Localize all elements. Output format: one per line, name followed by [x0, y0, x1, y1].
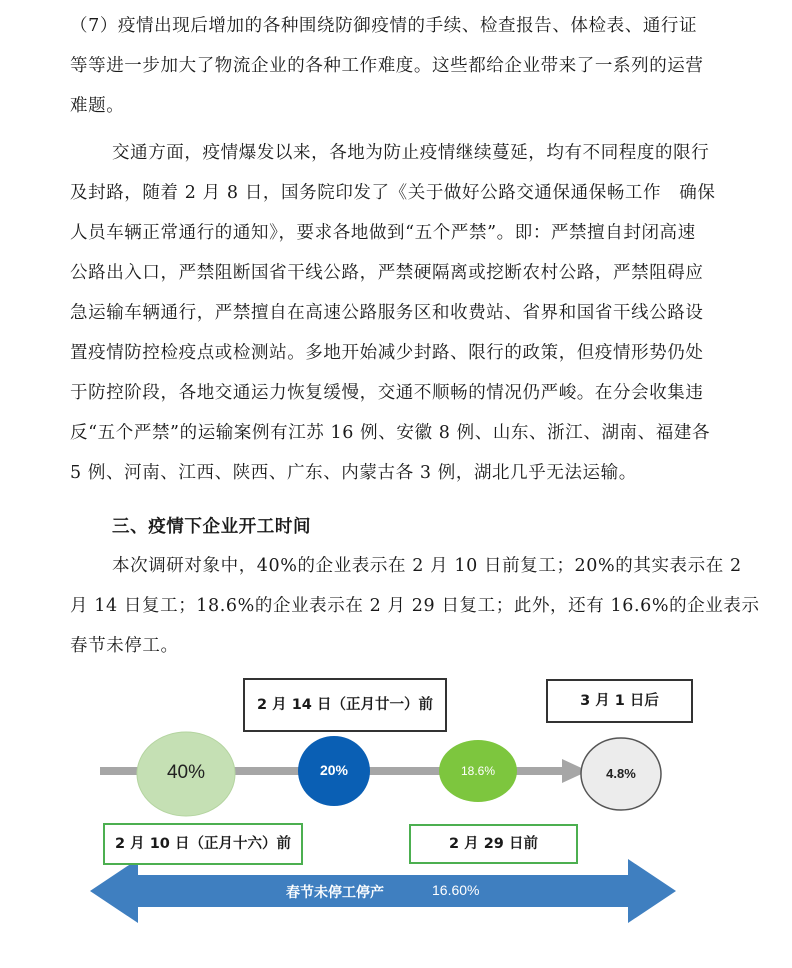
arrow-value: 16.60% — [432, 882, 480, 898]
paragraph-line: 急运输车辆通行，严禁擅自在高速公路服务区和收费站、省界和国省干线公路设 — [70, 303, 704, 323]
timeline-diagram — [0, 670, 792, 968]
box-mar1: 3 月 1 日后 — [546, 679, 693, 723]
paragraph-line: 反“五个严禁”的运输案例有江苏 16 例、安徽 8 例、山东、浙江、湖南、福建各 — [70, 423, 711, 443]
circle-20-label: 20% — [319, 762, 349, 778]
paragraph-line: （7）疫情出现后增加的各种围绕防御疫情的手续、检查报告、体检表、通行证 — [70, 16, 698, 36]
paragraph-line: 月 14 日复工；18.6%的企业表示在 2 月 29 日复工；此外，还有 16.6%的企业表示 — [70, 596, 760, 616]
paragraph-line: 置疫情防控检疫点或检测站。多地开始减少封路、限行的政策，但疫情形势仍处 — [70, 343, 704, 363]
box-feb29: 2 月 29 日前 — [409, 824, 578, 864]
paragraph-line: 人员车辆正常通行的通知》，要求各地做到“五个严禁”。即：严禁擅自封闭高速 — [70, 223, 696, 243]
circle-40-label: 40% — [166, 762, 206, 783]
paragraph-line: 本次调研对象中，40%的企业表示在 2 月 10 日前复工；20%的其实表示在 2 — [112, 556, 742, 576]
paragraph-line: 及封路，随着 2 月 8 日，国务院印发了《关于做好公路交通保通保畅工作 确保 — [70, 183, 716, 203]
paragraph-line: 于防控阶段，各地交通运力恢复缓慢，交通不顺畅的情况仍严峻。在分会收集违 — [70, 383, 704, 403]
circle-186-label: 18.6% — [460, 764, 496, 778]
paragraph-line: 公路出入口，严禁阻断国省干线公路，严禁硬隔离或挖断农村公路，严禁阻碍应 — [70, 263, 704, 283]
paragraph-line: 等等进一步加大了物流企业的各种工作难度。这些都给企业带来了一系列的运营 — [70, 56, 704, 76]
paragraph-line: 春节未停工。 — [70, 636, 179, 656]
box-feb10: 2 月 10 日（正月十六）前 — [103, 823, 303, 865]
section-heading: 三、疫情下企业开工时间 — [112, 517, 312, 537]
arrow-label: 春节未停工停产 — [286, 885, 384, 901]
circle-48-label: 4.8% — [606, 766, 636, 781]
box-feb14: 2 月 14 日（正月廿一）前 — [243, 678, 447, 732]
paragraph-line: 5 例、河南、江西、陕西、广东、内蒙古各 3 例，湖北几乎无法运输。 — [70, 463, 637, 483]
paragraph-line: 交通方面，疫情爆发以来，各地为防止疫情继续蔓延，均有不同程度的限行 — [112, 143, 710, 163]
paragraph-line: 难题。 — [70, 96, 125, 116]
